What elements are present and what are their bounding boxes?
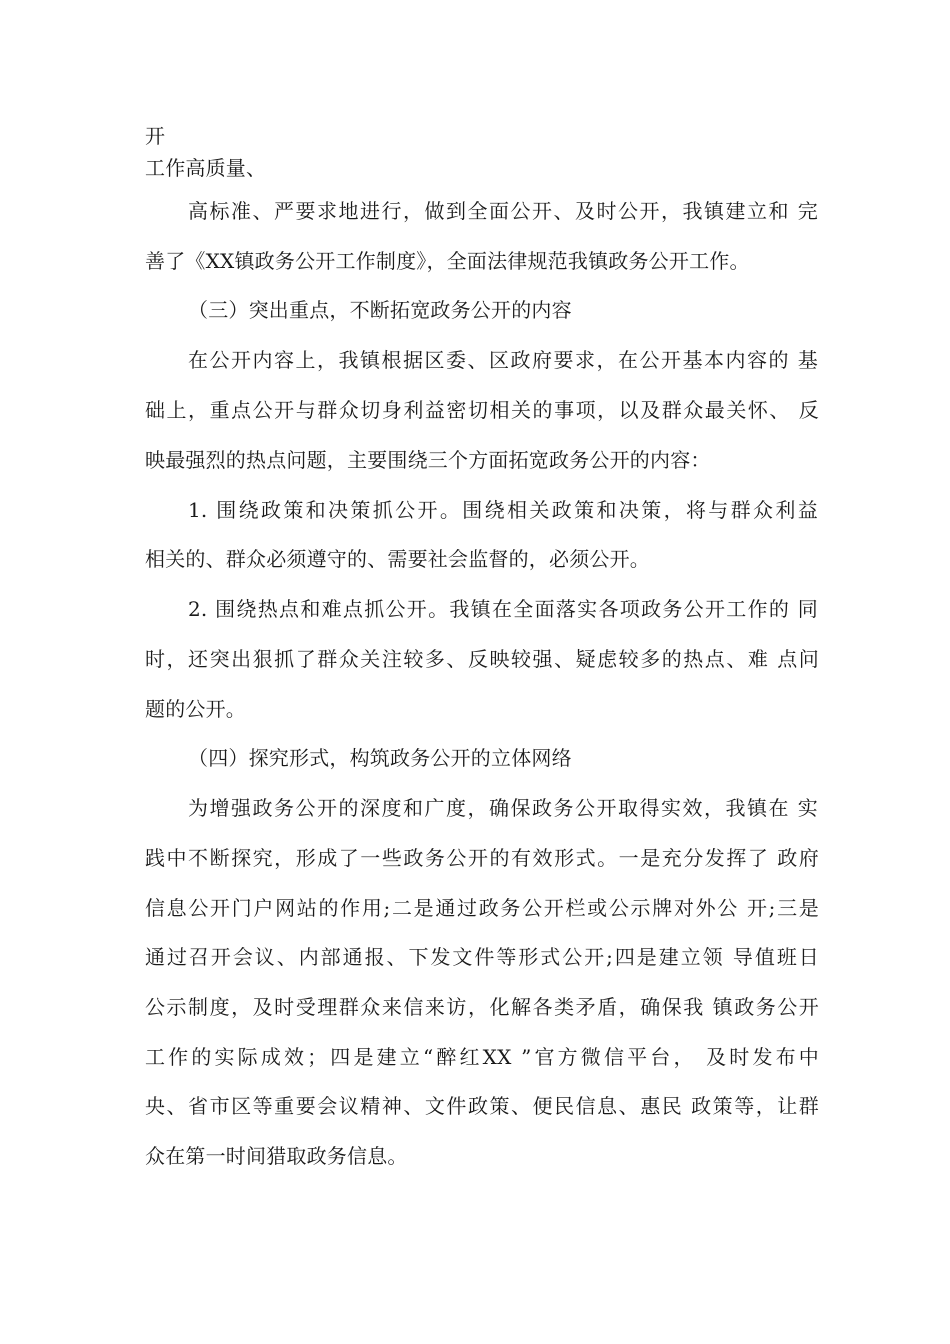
text-line: 央、省市区等重要会议精神、文件政策、便民信息、惠民 政策等，让群 bbox=[145, 1094, 819, 1118]
section-heading: （三）突出重点，不断拓宽政务公开的内容 bbox=[188, 298, 572, 322]
text-line: 践中不断探究，形成了一些政务公开的有效形式。一是充分发挥了 政府 bbox=[145, 846, 819, 870]
text-line: 2. 围绕热点和难点抓公开。我镇在全面落实各项政务公开工作的 同 bbox=[188, 597, 818, 621]
text-line: 工作高质量、 bbox=[145, 156, 267, 180]
text-line: 开 bbox=[145, 124, 166, 148]
text-line: 题的公开。 bbox=[145, 697, 246, 721]
text-line: 相关的、群众必须遵守的、需要社会监督的，必须公开。 bbox=[145, 547, 650, 571]
text-line: 础上，重点公开与群众切身利益密切相关的事项，以及群众最关怀、 反 bbox=[145, 398, 819, 422]
section-heading: （四）探究形式，构筑政务公开的立体网络 bbox=[188, 746, 572, 770]
text-line: 善了《XX镇政务公开工作制度》，全面法律规范我镇政务公开工作。 bbox=[145, 249, 750, 273]
text-line: 映最强烈的热点问题，主要围绕三个方面拓宽政务公开的内容： bbox=[145, 448, 711, 472]
text-line: 公示制度，及时受理群众来信来访，化解各类矛盾，确保我 镇政务公开 bbox=[145, 995, 819, 1019]
text-line: 为增强政务公开的深度和广度，确保政务公开取得实效，我镇在 实 bbox=[188, 796, 818, 820]
text-line: 高标准、严要求地进行，做到全面公开、及时公开，我镇建立和 完 bbox=[188, 199, 818, 223]
text-line: 工作的实际成效；四是建立“醉红XX ”官方微信平台， 及时发布中 bbox=[145, 1045, 819, 1069]
text-line: 信息公开门户网站的作用;二是通过政务公开栏或公示牌对外公 开;三是 bbox=[145, 896, 819, 920]
text-line: 通过召开会议、内部通报、下发文件等形式公开;四是建立领 导值班日 bbox=[145, 945, 819, 969]
text-line: 1. 围绕政策和决策抓公开。围绕相关政策和决策，将与群众利益 bbox=[188, 498, 818, 522]
text-line: 在公开内容上，我镇根据区委、区政府要求，在公开基本内容的 基 bbox=[188, 348, 818, 372]
text-line: 时，还突出狠抓了群众关注较多、反映较强、疑虑较多的热点、难 点问 bbox=[145, 647, 819, 671]
text-line: 众在第一时间猎取政务信息。 bbox=[145, 1144, 408, 1168]
